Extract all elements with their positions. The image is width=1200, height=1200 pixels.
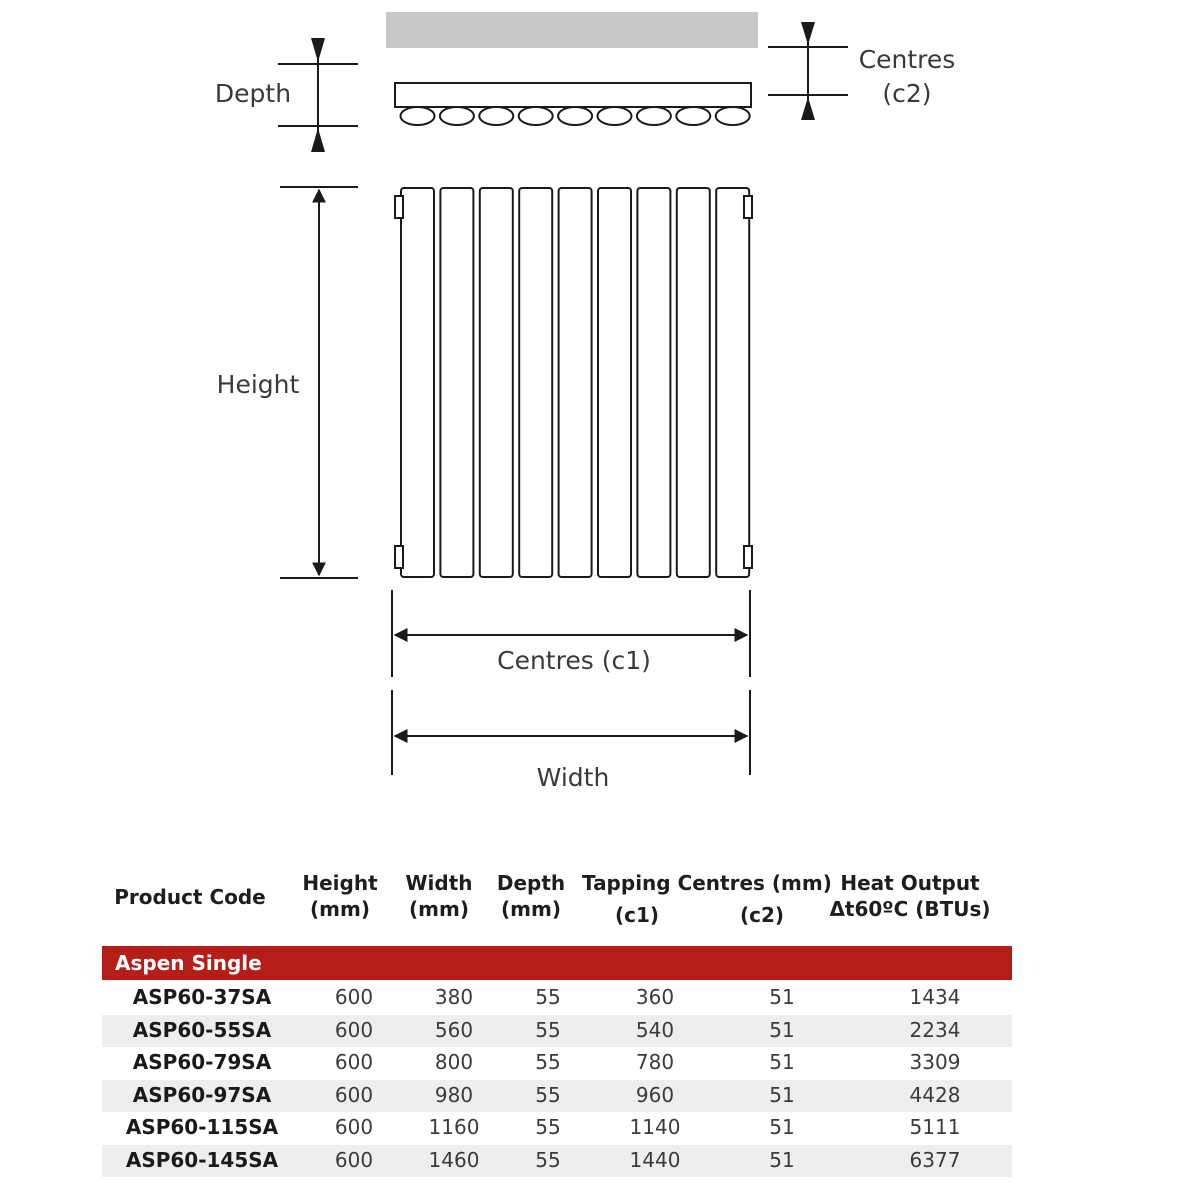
cell-depth: 55 bbox=[535, 1115, 561, 1139]
cell-heat-output: 5111 bbox=[909, 1115, 961, 1139]
cell-height: 600 bbox=[334, 1115, 374, 1139]
header-width bbox=[394, 870, 484, 922]
cell-c2: 51 bbox=[769, 1147, 795, 1172]
cell-product-code: ASP60-37SA bbox=[132, 985, 272, 1009]
table-row bbox=[102, 1080, 1012, 1113]
table-row bbox=[102, 1047, 1012, 1080]
header-heat-label: Heat Output bbox=[840, 871, 980, 895]
radiator-column bbox=[716, 188, 749, 577]
depth-arrow-bottom bbox=[311, 128, 325, 152]
cell-depth: 55 bbox=[535, 985, 561, 1009]
centres-c1-label: Centres (c1) bbox=[497, 646, 651, 675]
cell-c2: 51 bbox=[769, 1115, 795, 1139]
header-height bbox=[295, 870, 385, 922]
tube-oval bbox=[440, 107, 474, 125]
cell-c2: 51 bbox=[769, 1050, 795, 1074]
cell-width: 1460 bbox=[428, 1147, 480, 1172]
radiator-column bbox=[677, 188, 710, 577]
cell-height: 600 bbox=[334, 1017, 374, 1042]
tube-oval bbox=[558, 107, 592, 125]
radiator-column bbox=[401, 188, 434, 577]
cell-height: 600 bbox=[334, 1082, 374, 1107]
header-width-label: Width bbox=[405, 871, 473, 895]
radiator-column bbox=[440, 188, 473, 577]
tube-oval bbox=[716, 107, 750, 125]
cell-width: 800 bbox=[434, 1050, 474, 1074]
cell-height: 600 bbox=[334, 985, 374, 1009]
wall bbox=[386, 12, 758, 48]
cell-product-code: ASP60-115SA bbox=[125, 1115, 279, 1139]
tube-oval bbox=[519, 107, 553, 125]
header-product-code: Product Code bbox=[114, 885, 266, 909]
header-tapping-centres: Tapping Centres (mm) bbox=[582, 871, 832, 895]
header-c2: (c2) bbox=[739, 903, 785, 927]
header-depth-label: Depth bbox=[496, 871, 566, 895]
tube-oval bbox=[401, 107, 435, 125]
radiator-column bbox=[480, 188, 513, 577]
radiator-column bbox=[559, 188, 592, 577]
cell-heat-output: 6377 bbox=[909, 1147, 961, 1172]
header-depth-unit: (mm) bbox=[501, 897, 561, 921]
table-body bbox=[102, 982, 1012, 1177]
section-header-bar bbox=[102, 946, 1012, 980]
radiator-column bbox=[598, 188, 631, 577]
header-width-unit: (mm) bbox=[409, 897, 469, 921]
radiator-column bbox=[519, 188, 552, 577]
header-c1: (c1) bbox=[614, 903, 660, 927]
cell-c1: 960 bbox=[635, 1082, 675, 1107]
cell-heat-output: 2234 bbox=[909, 1017, 961, 1042]
width-label: Width bbox=[536, 763, 610, 792]
cell-product-code: ASP60-97SA bbox=[132, 1082, 272, 1107]
c2-label: (c2) bbox=[882, 79, 932, 108]
cell-c2: 51 bbox=[769, 985, 795, 1009]
header-height-unit: (mm) bbox=[310, 897, 370, 921]
tube-oval bbox=[479, 107, 513, 125]
section-title: Aspen Single bbox=[115, 951, 262, 975]
cell-depth: 55 bbox=[535, 1050, 561, 1074]
cell-heat-output: 1434 bbox=[909, 985, 961, 1009]
header-height-label: Height bbox=[302, 871, 378, 895]
front-view-columns bbox=[401, 188, 749, 577]
table-row bbox=[102, 1145, 1012, 1178]
top-view-header-bar bbox=[395, 83, 751, 107]
cell-width: 1160 bbox=[428, 1115, 480, 1139]
cell-depth: 55 bbox=[535, 1017, 561, 1042]
cell-c1: 1440 bbox=[629, 1147, 681, 1172]
centres-label: Centres bbox=[858, 45, 956, 74]
header-heat-unit: Δt60ºC (BTUs) bbox=[829, 897, 991, 921]
depth-label: Depth bbox=[214, 79, 292, 108]
tube-oval bbox=[676, 107, 710, 125]
cell-c1: 540 bbox=[635, 1017, 675, 1042]
cell-depth: 55 bbox=[535, 1147, 561, 1172]
cell-heat-output: 4428 bbox=[909, 1082, 961, 1107]
cell-product-code: ASP60-145SA bbox=[125, 1147, 279, 1172]
top-view-tubes bbox=[401, 107, 750, 125]
tube-oval bbox=[637, 107, 671, 125]
table-row bbox=[102, 1112, 1012, 1145]
cell-width: 560 bbox=[434, 1017, 474, 1042]
cell-c2: 51 bbox=[769, 1082, 795, 1107]
c2-arrow-bottom bbox=[801, 97, 815, 120]
cell-height: 600 bbox=[334, 1050, 374, 1074]
depth-arrow-top bbox=[311, 38, 325, 62]
cell-c2: 51 bbox=[769, 1017, 795, 1042]
c2-arrow-top bbox=[801, 22, 815, 45]
cell-width: 980 bbox=[434, 1082, 474, 1107]
table-row bbox=[102, 1015, 1012, 1048]
cell-depth: 55 bbox=[535, 1082, 561, 1107]
cell-product-code: ASP60-55SA bbox=[132, 1017, 272, 1042]
cell-height: 600 bbox=[334, 1147, 374, 1172]
cell-width: 380 bbox=[434, 985, 474, 1009]
tube-oval bbox=[598, 107, 632, 125]
cell-product-code: ASP60-79SA bbox=[132, 1050, 272, 1074]
radiator-column bbox=[637, 188, 670, 577]
table-row bbox=[102, 982, 1012, 1015]
cell-c1: 1140 bbox=[629, 1115, 681, 1139]
header-depth bbox=[486, 870, 576, 922]
header-heat-output bbox=[820, 870, 1000, 922]
cell-heat-output: 3309 bbox=[909, 1050, 961, 1074]
cell-c1: 360 bbox=[635, 985, 675, 1009]
height-label: Height bbox=[216, 370, 300, 399]
cell-c1: 780 bbox=[635, 1050, 675, 1074]
